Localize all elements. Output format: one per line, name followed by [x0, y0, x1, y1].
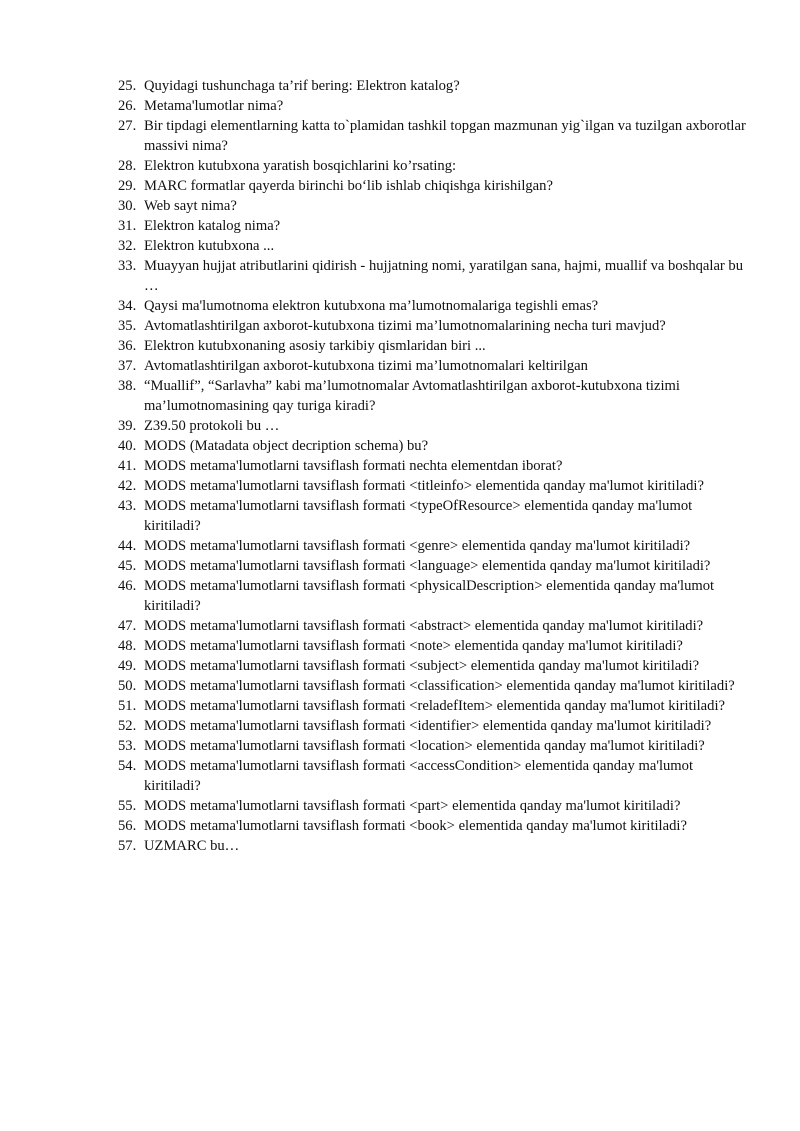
question-item	[118, 456, 750, 476]
question-text: Muayyan hujjat atributlarini qidirish - hujjatning nomi, yaratilgan sana, hajmi, muallif va boshqalar bu …	[144, 258, 744, 294]
question-text: MODS metama'lumotlarni tavsiflash formati <language> elementida qanday ma'lumot kiritiladi?	[144, 558, 711, 574]
question-number: 47.	[118, 618, 137, 634]
question-number: 57.	[118, 838, 137, 854]
question-number: 33.	[118, 258, 137, 274]
question-item	[118, 416, 750, 436]
question-item	[118, 716, 750, 736]
question-list	[118, 76, 750, 856]
question-number: 44.	[118, 538, 137, 554]
question-item	[118, 296, 750, 316]
question-text: MODS metama'lumotlarni tavsiflash formati <subject> elementida qanday ma'lumot kiritiladi?	[144, 658, 700, 674]
question-text: Metama'lumotlar nima?	[144, 98, 284, 114]
question-number: 42.	[118, 478, 137, 494]
question-item	[118, 656, 750, 676]
question-item	[118, 496, 750, 536]
question-text: MODS metama'lumotlarni tavsiflash formati <note> elementida qanday ma'lumot kiritiladi?	[144, 638, 683, 654]
question-number: 48.	[118, 638, 137, 654]
question-text: MARC formatlar qayerda birinchi bo‘lib ishlab chiqishga kirishilgan?	[144, 178, 553, 194]
question-text: MODS metama'lumotlarni tavsiflash formati <location> elementida qanday ma'lumot kiritiladi?	[144, 738, 705, 754]
question-item	[118, 436, 750, 456]
question-text: MODS (Matadata object decription schema) bu?	[144, 438, 429, 454]
question-text: MODS metama'lumotlarni tavsiflash formati <typeOfResource> elementida qanday ma'lumot kiritiladi?	[144, 498, 693, 534]
question-item	[118, 156, 750, 176]
question-text: MODS metama'lumotlarni tavsiflash formati <book> elementida qanday ma'lumot kiritiladi?	[144, 818, 687, 834]
question-text: Avtomatlashtirilgan axborot-kutubxona tizimi ma’lumotnomalarining necha turi mavjud?	[144, 318, 666, 334]
question-text: MODS metama'lumotlarni tavsiflash formati <abstract> elementida qanday ma'lumot kiritiladi?	[144, 618, 704, 634]
question-item	[118, 96, 750, 116]
question-text: MODS metama'lumotlarni tavsiflash formati <reladefItem> elementida qanday ma'lumot kiritiladi?	[144, 698, 725, 714]
question-text: MODS metama'lumotlarni tavsiflash formati <genre> elementida qanday ma'lumot kiritiladi?	[144, 538, 691, 554]
question-number: 55.	[118, 798, 137, 814]
question-item	[118, 256, 750, 296]
question-item	[118, 576, 750, 616]
question-text: MODS metama'lumotlarni tavsiflash formati <identifier> elementida qanday ma'lumot kiritiladi?	[144, 718, 712, 734]
question-item	[118, 196, 750, 216]
question-number: 45.	[118, 558, 137, 574]
question-number: 34.	[118, 298, 137, 314]
question-item	[118, 236, 750, 256]
question-number: 32.	[118, 238, 137, 254]
question-text: MODS metama'lumotlarni tavsiflash formati <accessCondition> elementida qanday ma'lumot kiritiladi?	[144, 758, 693, 794]
question-item	[118, 796, 750, 816]
question-text: UZMARC bu…	[144, 838, 240, 854]
question-number: 25.	[118, 78, 137, 94]
question-item	[118, 336, 750, 356]
question-item	[118, 216, 750, 236]
question-text: Quyidagi tushunchaga ta’rif bering: Elektron katalog?	[144, 78, 460, 94]
question-number: 30.	[118, 198, 137, 214]
question-item	[118, 816, 750, 836]
question-text: MODS metama'lumotlarni tavsiflash formati <physicalDescription> elementida qanday ma'lumot kiritiladi?	[144, 578, 715, 614]
question-item	[118, 176, 750, 196]
question-text: Elektron kutubxonaning asosiy tarkibiy qismlaridan biri ...	[144, 338, 486, 354]
question-number: 54.	[118, 758, 137, 774]
question-number: 43.	[118, 498, 137, 514]
question-text: Web sayt nima?	[144, 198, 237, 214]
question-text: MODS metama'lumotlarni tavsiflash formati <part> elementida qanday ma'lumot kiritiladi?	[144, 798, 681, 814]
question-number: 51.	[118, 698, 137, 714]
question-item	[118, 476, 750, 496]
question-number: 40.	[118, 438, 137, 454]
question-number: 39.	[118, 418, 137, 434]
question-text: MODS metama'lumotlarni tavsiflash formati <classification> elementida qanday ma'lumot kiritiladi?	[144, 678, 735, 694]
question-number: 41.	[118, 458, 137, 474]
question-text: Elektron katalog nima?	[144, 218, 281, 234]
question-text: Z39.50 protokoli bu …	[144, 418, 280, 434]
question-number: 31.	[118, 218, 137, 234]
question-text: Elektron kutubxona ...	[144, 238, 275, 254]
question-number: 35.	[118, 318, 137, 334]
question-item	[118, 376, 750, 416]
question-text: Avtomatlashtirilgan axborot-kutubxona tizimi ma’lumotnomalari keltirilgan	[144, 358, 588, 374]
question-number: 56.	[118, 818, 137, 834]
question-item	[118, 116, 750, 156]
question-text: MODS metama'lumotlarni tavsiflash formati <titleinfo> elementida qanday ma'lumot kiritiladi?	[144, 478, 704, 494]
question-item	[118, 696, 750, 716]
question-item	[118, 316, 750, 336]
question-number: 46.	[118, 578, 137, 594]
question-number: 36.	[118, 338, 137, 354]
question-item	[118, 536, 750, 556]
question-number: 52.	[118, 718, 137, 734]
question-number: 53.	[118, 738, 137, 754]
question-text: MODS metama'lumotlarni tavsiflash formati nechta elementdan iborat?	[144, 458, 563, 474]
question-item	[118, 616, 750, 636]
question-number: 28.	[118, 158, 137, 174]
question-text: Elektron kutubxona yaratish bosqichlarini ko’rsating:	[144, 158, 457, 174]
question-item	[118, 836, 750, 856]
question-item	[118, 556, 750, 576]
question-number: 50.	[118, 678, 137, 694]
question-text: Bir tipdagi elementlarning katta to`plamidan tashkil topgan mazmunan yig`ilgan va tuzilgan axborotlar massivi nima?	[144, 118, 746, 154]
question-number: 26.	[118, 98, 137, 114]
question-item	[118, 636, 750, 656]
question-number: 49.	[118, 658, 137, 674]
question-number: 38.	[118, 378, 137, 394]
question-number: 29.	[118, 178, 137, 194]
question-text: “Muallif”, “Sarlavha” kabi ma’lumotnomalar Avtomatlashtirilgan axborot-kutubxona tizimi ma’lumotnomasining qay turiga kiradi?	[144, 378, 680, 414]
question-item	[118, 676, 750, 696]
question-number: 27.	[118, 118, 137, 134]
question-item	[118, 76, 750, 96]
question-item	[118, 356, 750, 376]
question-item	[118, 736, 750, 756]
question-text: Qaysi ma'lumotnoma elektron kutubxona ma’lumotnomalariga tegishli emas?	[144, 298, 599, 314]
question-number: 37.	[118, 358, 137, 374]
question-item	[118, 756, 750, 796]
